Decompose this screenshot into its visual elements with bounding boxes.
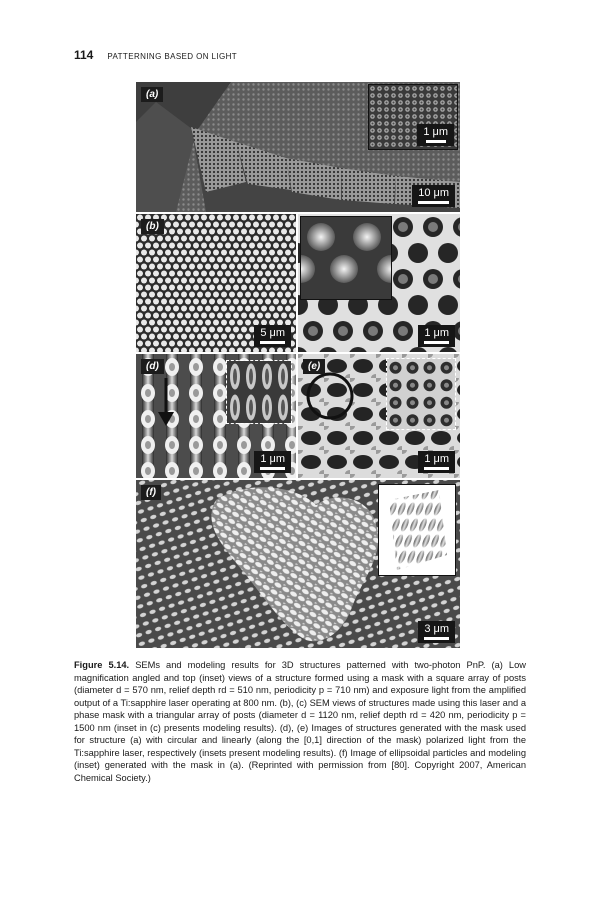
running-title: PATTERNING BASED ON LIGHT — [107, 52, 238, 61]
panel-c-scale-label: 1 μm — [424, 327, 449, 339]
panel-f-label: (f) — [141, 485, 161, 500]
figure-caption-text: SEMs and modeling results for 3D structures patterned with two-photon PnP. (a) Low magnification angled and top (inset) views of a structure formed using a mask with a square array of posts (diameter d = 570 nm, relief depth rd = 510 nm, periodicity p = 710 nm) and exposure light from the amplified output of a Ti:sapphire laser operating at 800 nm. (b), (c) SEM views of structures made using this laser and a phase mask with a triangular array of posts (diameter d = 1120 nm, relief depth rd = 420 nm, periodicity p = 1500 nm (inset in (c) presents modeling results). (d), (e) Images of structures generated with the mask used for structure (a) with circular and linearly (along the [0,1] direction of the mask) polarized light from the Ti:sapphire laser, respectively (insets present modeling results). (f) Image of ellipsoidal particles and modeling (inset) generated with the mask in (a). (Reprinted with permission from [80]. Copyright 2007, American Chemical Society.) — [74, 660, 526, 783]
page-number: 114 — [74, 48, 94, 62]
page-header — [74, 48, 237, 62]
panel-e-scale-label: 1 μm — [424, 453, 449, 465]
panel-f-inset — [378, 484, 456, 576]
panel-f-scale-label: 3 μm — [424, 623, 449, 635]
panel-b-scale-label: 5 μm — [260, 327, 285, 339]
panel-d-scale-bar — [254, 451, 291, 473]
panel-f-scale-bar — [418, 621, 455, 643]
figure-caption-label: Figure 5.14. — [74, 660, 130, 670]
panel-f-inset-image — [379, 485, 455, 575]
panel-c — [298, 214, 460, 352]
panel-d-inset — [226, 360, 292, 424]
panel-e-label: (e) — [303, 359, 325, 374]
panel-c-scale-bar — [418, 325, 455, 347]
panel-e-inset — [386, 358, 456, 430]
panel-c-inset-image — [301, 217, 391, 299]
panel-a-label: (a) — [141, 87, 163, 102]
panel-b — [136, 214, 296, 352]
panel-d-scale-label: 1 μm — [260, 453, 285, 465]
panel-f — [136, 480, 460, 648]
panel-b-scale-bar — [254, 325, 291, 347]
panel-d — [136, 354, 296, 478]
panel-a-inset — [368, 84, 458, 150]
panel-a-scale-bar — [412, 185, 455, 207]
panel-e-scale-bar — [418, 451, 455, 473]
panel-a-inset-scale-label: 1 μm — [423, 126, 448, 138]
panel-e-inset-image — [387, 359, 455, 429]
panel-d-label: (d) — [141, 359, 164, 374]
panel-a-scale-label: 10 μm — [418, 187, 449, 199]
panel-e — [298, 354, 460, 478]
figure-caption — [74, 659, 526, 784]
panel-a-inset-scale-bar — [417, 124, 454, 146]
panel-c-inset — [300, 216, 392, 300]
panel-b-label: (b) — [141, 219, 164, 234]
panel-d-inset-image — [227, 361, 291, 423]
figure-5-14 — [136, 82, 460, 648]
panel-a — [136, 82, 460, 212]
